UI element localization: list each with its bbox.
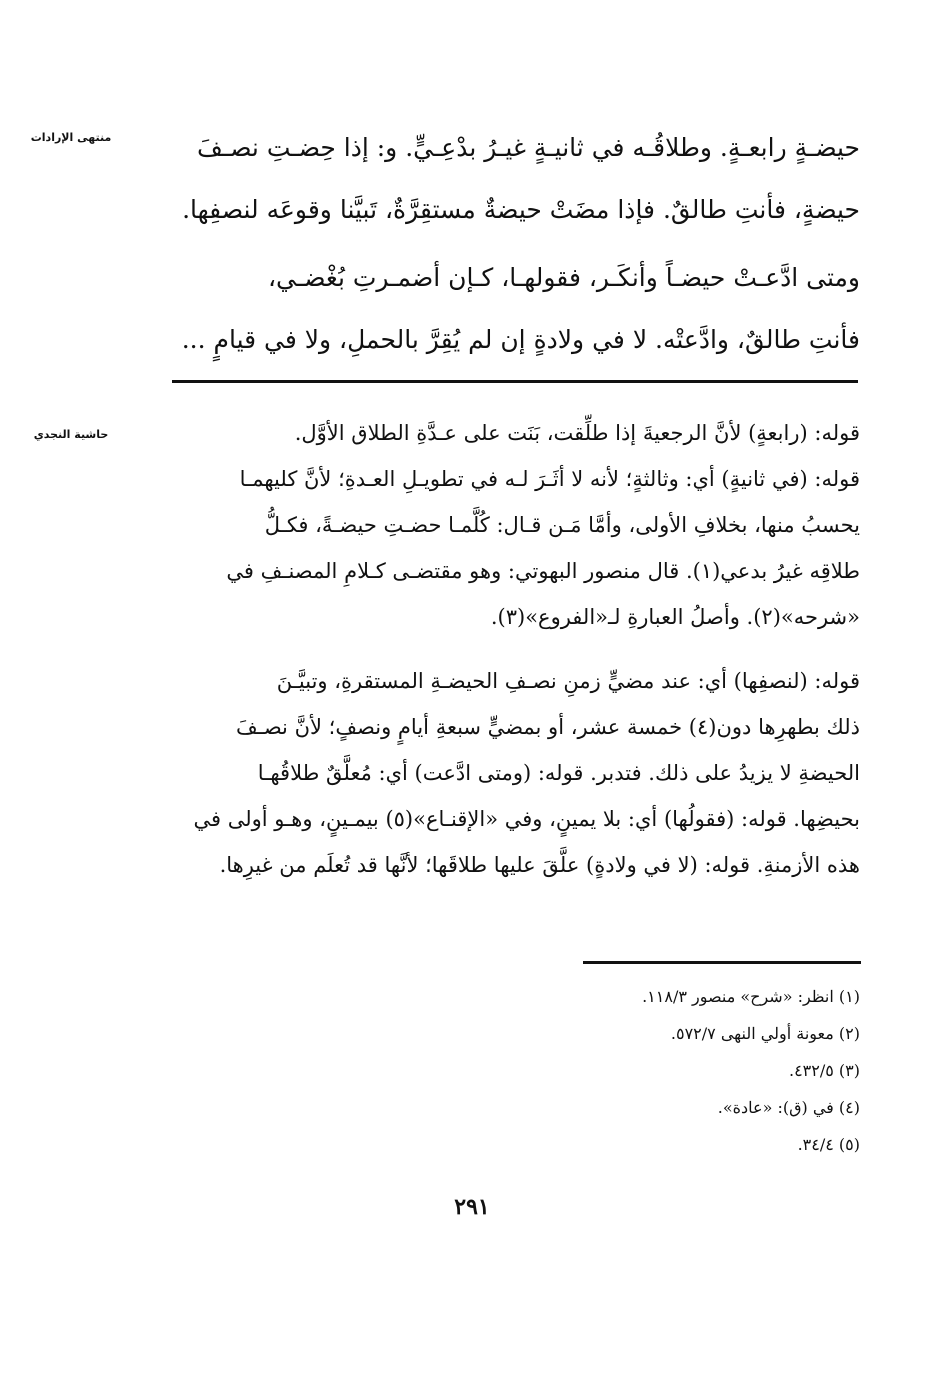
- text-line: فأنتِ طالقٌ، وادَّعتْه. لا في ولادةٍ إن لم يُقِرَّ بالحملِ، ولا في قيامٍ ...: [181, 325, 860, 354]
- text-line: قوله: (في ثانيةٍ) أي: وثالثةٍ؛ لأنه لا أثَـرَ لـه في تطويـلِ العـدةِ؛ لأنَّ كليهمـا: [239, 467, 860, 491]
- text-line: حيضـةٍ رابعـةٍ. وطلاقُـه في ثانيـةٍ غيـرُ بدْعِـيٍّ. و: إذا حِضـتِ نصـفَ: [197, 133, 860, 162]
- page-number: ٢٩١: [454, 1194, 490, 1220]
- main-text-label: منتهى الإرادات: [30, 131, 112, 144]
- text-line: الحيضةِ لا يزيدُ على ذلك. فتدبر. قوله: (ومتى ادَّعت) أي: مُعلَّقٌ طلاقُهـا: [257, 761, 860, 785]
- commentary-text: [170, 410, 860, 888]
- text-line: طلاقِه غيرُ بدعي(١). قال منصور البهوتي: وهو مقتضـى كـلامِ المصنـفِ في: [226, 559, 860, 583]
- text-line: «شرحه»(٢). وأصلُ العبارةِ لـ«الفروع»(٣).: [490, 605, 860, 629]
- text-line: قوله: (لنصفِها) أي: عند مضيٍّ زمنِ نصـفِ الحيضـةِ المستقرةِ، وتبيَّـنَ: [276, 669, 860, 693]
- text-line: بحيضِها. قوله: (فقولُها) أي: بلا يمينٍ، وفي «الإقنـاع»(٥) بيمـينٍ، وهـو أولى في: [193, 807, 860, 831]
- text-line: ومتى ادَّعـتْ حيضـاً وأنكَـر، فقولهـا، كـإن أضمـرتِ بُغْضـي،: [267, 263, 860, 292]
- footnote: (٤) في (ق): «عادة».: [717, 1098, 860, 1117]
- footnote: (٥) ٣٤/٤.: [797, 1135, 860, 1154]
- footnote: (٢) معونة أولي النهى ٥٧٢/٧.: [670, 1024, 860, 1043]
- text-line: يحسبُ منها، بخلافِ الأولى، وأمَّا مَـن قـال: كُلَّمـا حضـتِ حيضـةً، فكـلُّ: [264, 513, 860, 537]
- commentary-label: حاشية النجدي: [33, 428, 109, 441]
- text-line: هذه الأزمنةِ. قوله: (لا في ولادةٍ) علَّقَ عليها طلاقَها؛ لأنَّها قد تُعلَم من غيرِها.: [219, 853, 860, 877]
- commentary-paragraph: [170, 658, 860, 888]
- main-paragraph: [170, 117, 860, 241]
- section-divider: [172, 380, 858, 383]
- commentary-paragraph: [170, 410, 860, 640]
- text-line: ذلك بطهرِها دون(٤) خمسة عشر، أو بمضيٍّ سبعةِ أيامٍ ونصفٍ؛ لأنَّ نصـفَ: [235, 715, 860, 739]
- text-line: حيضةٍ، فأنتِ طالقٌ. فإذا مضَتْ حيضةٌ مستقِرَّةٌ، تَبيَّنا وقوعَه لنصفِها.: [182, 195, 860, 224]
- main-text: [170, 117, 860, 371]
- main-paragraph: [170, 247, 860, 371]
- footnotes: [420, 978, 860, 1163]
- text-line: قوله: (رابعةٍ) لأنَّ الرجعيةَ إذا طلِّقت، بَنَت على عـدَّةِ الطلاق الأوَّل.: [294, 421, 860, 445]
- footnote-divider: [583, 961, 861, 964]
- footnote: (٣) ٤٣٢/٥.: [788, 1061, 860, 1080]
- footnote: (١) انظر: «شرح» منصور ١١٨/٣.: [642, 987, 860, 1006]
